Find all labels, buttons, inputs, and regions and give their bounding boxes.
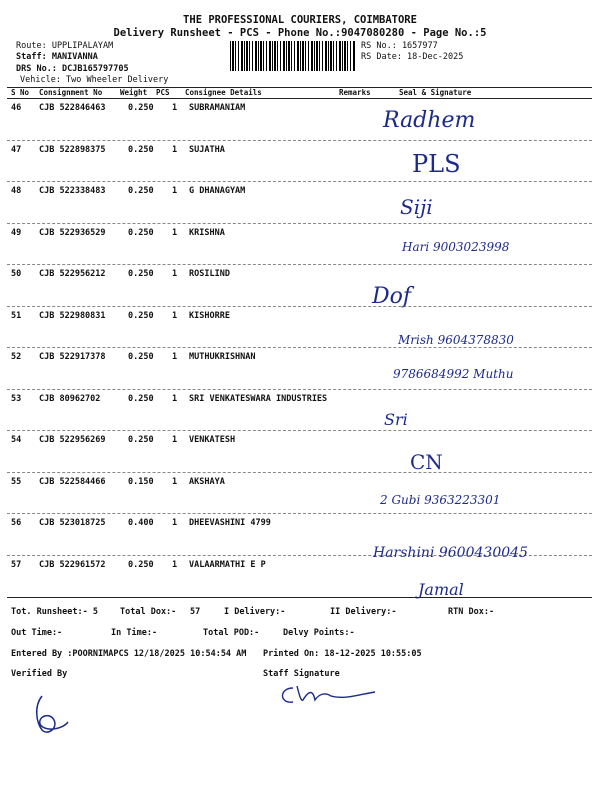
- total-dox-label: Total Dox:-: [120, 607, 177, 617]
- signature-54: CN: [410, 450, 443, 474]
- i-delivery: I Delivery:-: [224, 607, 286, 617]
- pcs-cell: 1: [172, 559, 178, 570]
- rs-number: RS No.: 1657977: [361, 41, 438, 51]
- signature-57: Jamal: [418, 580, 464, 599]
- signature-52: 9786684992 Muthu: [393, 367, 514, 381]
- table-row: [7, 556, 592, 598]
- staff-label: Staff: MANIVANNA: [16, 52, 98, 62]
- staff-signature: [275, 680, 385, 710]
- col-pcs: PCS: [156, 88, 170, 97]
- sno-cell: 56: [11, 518, 22, 528]
- total-pod: Total POD:-: [203, 628, 260, 638]
- signature-50: Dof: [372, 284, 412, 309]
- consignment-cell: CJB 522956269: [39, 435, 106, 445]
- weight-cell: 0.250: [128, 227, 154, 238]
- verified-by: Verified By: [11, 669, 68, 679]
- ii-delivery: II Delivery:-: [330, 607, 397, 617]
- barcode: [230, 41, 355, 71]
- route-label: Route: UPPLIPALAYAM: [16, 41, 114, 51]
- drs-number: DRS No.: DCJB165797705: [16, 64, 129, 74]
- col-sno: S No: [11, 88, 30, 97]
- sno-cell: 50: [11, 269, 22, 279]
- weight-cell: 0.250: [128, 352, 154, 362]
- consignment-cell: CJB 522917378: [39, 352, 106, 362]
- sno-cell: 47: [11, 144, 22, 155]
- pcs-cell: 1: [172, 227, 178, 238]
- consignment-cell: CJB 522898375: [39, 144, 106, 155]
- consignee-cell: SRI VENKATESWARA INDUSTRIES: [189, 393, 328, 404]
- weight-cell: 0.250: [128, 103, 154, 113]
- rtn-dox: RTN Dox:-: [448, 607, 495, 617]
- consignee-cell: SUJATHA: [189, 144, 225, 155]
- entered-by: Entered By :POORNIMAPCS 12/18/2025 10:54:54 AM: [11, 649, 247, 659]
- weight-cell: 0.250: [128, 186, 154, 196]
- sno-cell: 54: [11, 435, 22, 445]
- col-seal-signature: Seal & Signature: [399, 88, 472, 97]
- consignment-cell: CJB 80962702: [39, 393, 101, 404]
- weight-cell: 0.400: [128, 518, 154, 528]
- consignment-cell: CJB 522338483: [39, 186, 106, 196]
- signature-55: 2 Gubi 9363223301: [380, 493, 501, 507]
- consignment-cell: CJB 522584466: [39, 476, 106, 487]
- table-row: [7, 182, 592, 224]
- consignee-cell: VALAARMATHI E P: [189, 559, 266, 570]
- table-row: [7, 141, 592, 183]
- rs-date: RS Date: 18-Dec-2025: [361, 52, 464, 62]
- sno-cell: 52: [11, 352, 22, 362]
- verified-signature: [28, 692, 78, 737]
- sno-cell: 55: [11, 476, 22, 487]
- sno-cell: 49: [11, 227, 22, 238]
- table-row: [7, 265, 592, 307]
- pcs-cell: 1: [172, 518, 178, 528]
- weight-cell: 0.250: [128, 559, 154, 570]
- signature-51: Mrish 9604378830: [398, 333, 514, 347]
- pcs-cell: 1: [172, 310, 178, 321]
- pcs-cell: 1: [172, 269, 178, 279]
- consignee-cell: SUBRAMANIAM: [189, 103, 246, 113]
- pcs-cell: 1: [172, 476, 178, 487]
- signature-46: Radhem: [383, 108, 476, 133]
- weight-cell: 0.150: [128, 476, 154, 487]
- sno-cell: 57: [11, 559, 22, 570]
- weight-cell: 0.250: [128, 269, 154, 279]
- col-weight: Weight: [120, 88, 148, 97]
- table-row: [7, 390, 592, 432]
- total-dox-value: 57: [190, 607, 201, 617]
- tot-runsheet: Tot. Runsheet:- 5: [11, 607, 98, 617]
- consignment-cell: CJB 522956212: [39, 269, 106, 279]
- consignee-cell: DHEEVASHINI 4799: [189, 518, 271, 528]
- sno-cell: 51: [11, 310, 22, 321]
- signature-48: Siji: [400, 195, 433, 219]
- delvy-points: Delvy Points:-: [283, 628, 355, 638]
- pcs-cell: 1: [172, 352, 178, 362]
- in-time: In Time:-: [111, 628, 158, 638]
- consignee-cell: ROSILIND: [189, 269, 230, 279]
- consignee-cell: KISHORRE: [189, 310, 230, 321]
- table-row: [7, 473, 592, 515]
- consignee-cell: G DHANAGYAM: [189, 186, 246, 196]
- consignment-cell: CJB 523018725: [39, 518, 106, 528]
- pcs-cell: 1: [172, 435, 178, 445]
- consignee-cell: KRISHNA: [189, 227, 225, 238]
- col-consignee: Consignee Details: [185, 88, 262, 97]
- weight-cell: 0.250: [128, 393, 154, 404]
- signature-56: Harshini 9600430045: [373, 545, 528, 561]
- consignment-cell: CJB 522936529: [39, 227, 106, 238]
- col-remarks: Remarks: [339, 88, 371, 97]
- consignment-cell: CJB 522980831: [39, 310, 106, 321]
- weight-cell: 0.250: [128, 435, 154, 445]
- weight-cell: 0.250: [128, 310, 154, 321]
- table-row: [7, 99, 592, 141]
- staff-signature-label: Staff Signature: [263, 669, 340, 679]
- pcs-cell: 1: [172, 393, 178, 404]
- signature-49: Hari 9003023998: [402, 240, 510, 254]
- sno-cell: 48: [11, 186, 22, 196]
- consignee-cell: VENKATESH: [189, 435, 236, 445]
- company-title: THE PROFESSIONAL COURIERS, COIMBATORE: [183, 14, 417, 26]
- consignment-cell: CJB 522846463: [39, 103, 106, 113]
- weight-cell: 0.250: [128, 144, 154, 155]
- pcs-cell: 1: [172, 186, 178, 196]
- runsheet-subtitle: Delivery Runsheet - PCS - Phone No.:9047080280 - Page No.:5: [113, 27, 487, 39]
- signature-47: PLS: [412, 150, 461, 178]
- sno-cell: 53: [11, 393, 22, 404]
- vehicle-label: Vehicle: Two Wheeler Delivery: [20, 75, 169, 85]
- pcs-cell: 1: [172, 103, 178, 113]
- consignment-cell: CJB 522961572: [39, 559, 106, 570]
- out-time: Out Time:-: [11, 628, 63, 638]
- col-consignment: Consignment No: [39, 88, 103, 97]
- printed-on: Printed On: 18-12-2025 10:55:05: [263, 649, 422, 659]
- pcs-cell: 1: [172, 144, 178, 155]
- consignee-cell: AKSHAYA: [189, 476, 225, 487]
- table-row: [7, 431, 592, 473]
- consignee-cell: MUTHUKRISHNAN: [189, 352, 256, 362]
- signature-53: Sri: [384, 410, 408, 429]
- sno-cell: 46: [11, 103, 22, 113]
